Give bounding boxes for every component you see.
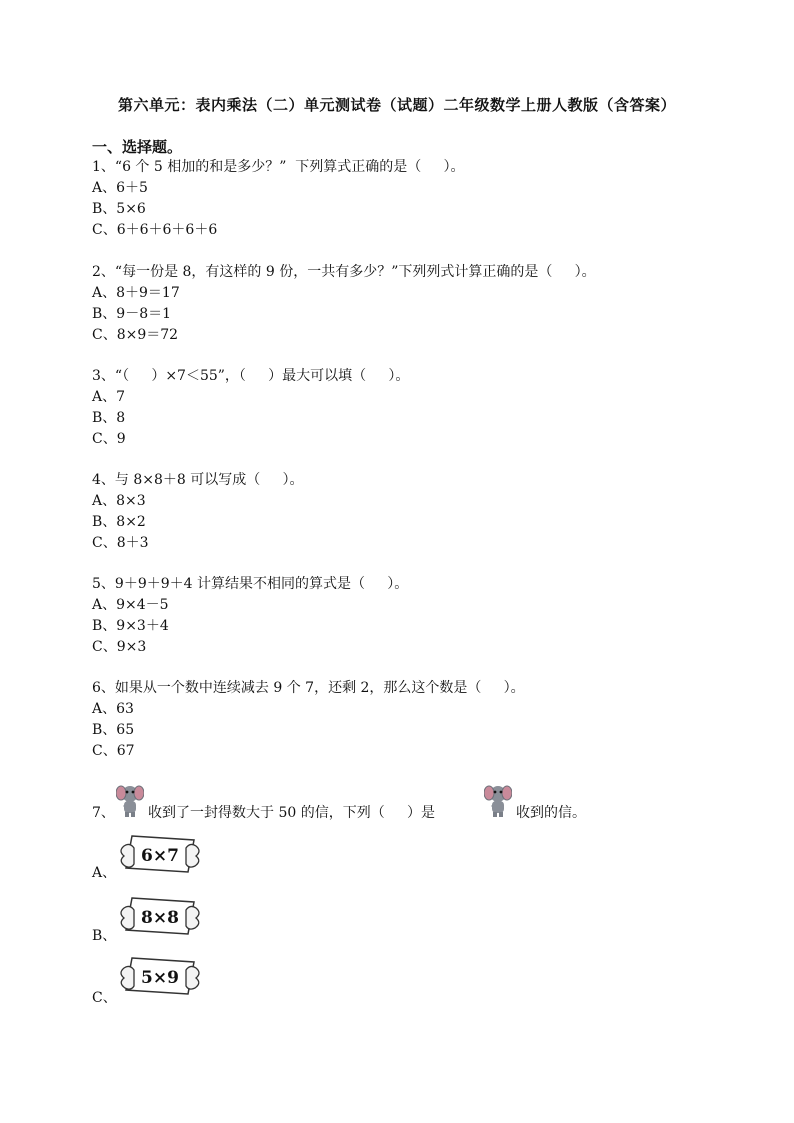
question-4: 4、与 8×8＋8 可以写成（ ）。 bbox=[92, 472, 304, 488]
question-5: 5、9＋9＋9＋4 计算结果不相同的算式是（ ）。 bbox=[92, 576, 409, 592]
question-7-option-c-label: C、 bbox=[92, 990, 117, 1006]
question-5-option-b: B、9×3＋4 bbox=[92, 618, 169, 634]
question-2-option-c: C、8×9＝72 bbox=[92, 327, 179, 343]
question-6-option-b: B、65 bbox=[92, 722, 135, 738]
envelope-b-text: 8×8 bbox=[141, 908, 179, 928]
question-3-option-a: A、7 bbox=[92, 389, 126, 405]
question-1-option-c: C、6＋6＋6＋6＋6 bbox=[92, 222, 218, 238]
envelope-c bbox=[118, 952, 202, 1000]
question-6: 6、如果从一个数中连续减去 9 个 7，还剩 2，那么这个数是（ ）。 bbox=[92, 680, 525, 696]
question-7-text-2: 收到的信。 bbox=[516, 805, 586, 821]
elephant-icon bbox=[484, 782, 512, 818]
question-3-option-c: C、9 bbox=[92, 431, 126, 447]
question-6-option-a: A、63 bbox=[92, 701, 134, 717]
question-6-option-c: C、67 bbox=[92, 743, 135, 759]
question-7-text-1: 收到了一封得数大于 50 的信，下列（ ）是 bbox=[148, 805, 435, 821]
question-7 bbox=[92, 780, 712, 830]
question-1-option-b: B、5×6 bbox=[92, 201, 146, 217]
question-2-option-b: B、9－8＝1 bbox=[92, 306, 172, 322]
question-5-option-a: A、9×4－5 bbox=[92, 597, 169, 613]
question-2: 2、“每一份是 8，有这样的 9 份，一共有多少？”下列列式计算正确的是（ ）。 bbox=[92, 264, 596, 280]
question-7-number: 7、 bbox=[92, 805, 115, 821]
question-4-option-c: C、8＋3 bbox=[92, 535, 149, 551]
envelope-b bbox=[118, 892, 202, 940]
section-heading: 一、选择题。 bbox=[92, 138, 183, 156]
elephant-icon bbox=[116, 782, 144, 818]
envelope-a bbox=[118, 830, 202, 878]
question-1: 1、“6 个 5 相加的和是多少？” 下列算式正确的是（ ）。 bbox=[92, 159, 465, 175]
question-4-option-a: A、8×3 bbox=[92, 493, 146, 509]
question-3: 3、“（ ）×7＜55”，（ ）最大可以填（ ）。 bbox=[92, 368, 410, 384]
envelope-c-text: 5×9 bbox=[141, 968, 179, 988]
question-3-option-b: B、8 bbox=[92, 410, 126, 426]
envelope-a-text: 6×7 bbox=[141, 846, 179, 866]
question-7-option-a-label: A、 bbox=[92, 865, 117, 881]
question-2-option-a: A、8＋9＝17 bbox=[92, 285, 180, 301]
page-title: 第六单元：表内乘法（二）单元测试卷（试题）二年级数学上册人教版（含答案） bbox=[117, 96, 676, 114]
question-5-option-c: C、9×3 bbox=[92, 639, 147, 655]
question-7-option-b-label: B、 bbox=[92, 928, 117, 944]
question-1-option-a: A、6＋5 bbox=[92, 180, 148, 196]
question-4-option-b: B、8×2 bbox=[92, 514, 146, 530]
